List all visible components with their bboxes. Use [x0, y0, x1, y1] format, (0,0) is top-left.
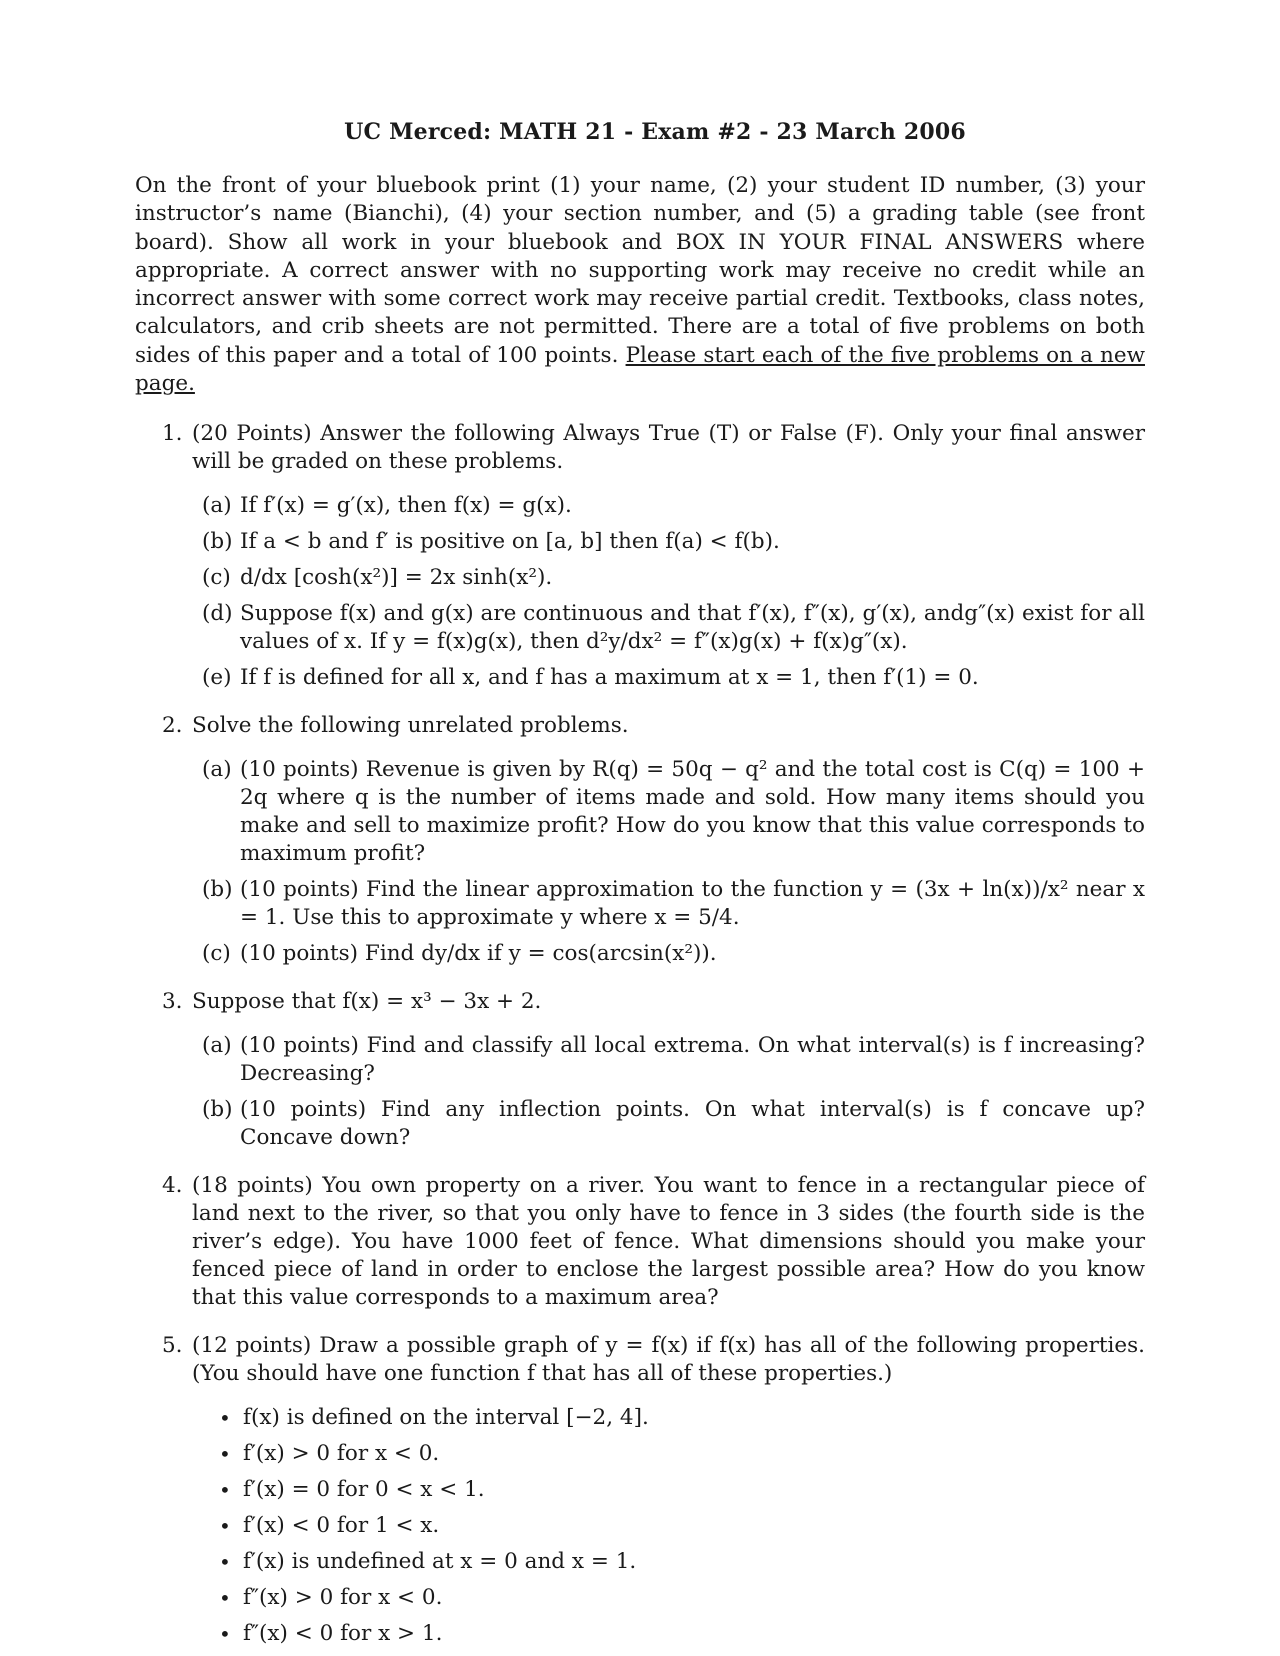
property-list [135, 1404, 1145, 1648]
property-item: • f′(x) is undefined at x = 0 and x = 1. [219, 1548, 1145, 1576]
part-text: (10 points) Find any inflection points. On what interval(s) is f concave up? Concave down? [240, 1097, 1145, 1151]
problem-part [135, 876, 1145, 932]
problem-part [135, 940, 1145, 968]
problem-part [135, 600, 1145, 656]
problem-2-parts [135, 756, 1145, 968]
part-text: If f′(x) = g′(x), then f(x) = g(x). [240, 493, 572, 519]
part-text: If f is defined for all x, and f has a maximum at x = 1, then f′(1) = 0. [240, 665, 979, 691]
property-item: • f′(x) = 0 for 0 < x < 1. [219, 1476, 1145, 1504]
part-text: d/dx [cosh(x²)] = 2x sinh(x²). [240, 565, 553, 591]
problem-text: (12 points) Draw a possible graph of y = f(x) if f(x) has all of the following properties. (You should have one function f that has all of these properties.) [192, 1333, 1145, 1387]
part-label: (e) [202, 665, 232, 691]
problem-number: 2. [162, 713, 183, 739]
problem-number: 1. [162, 421, 183, 447]
instructions [135, 172, 1145, 398]
problem-text: (18 points) You own property on a river. You want to fence in a rectangular piece of land next to the river, so that you only have to fence in 3 sides (the fourth side is the river’s edge). You have 1000 feet of fence. What dimensions should you make your fenced piece of land in order to enclose the largest possible area? How do you know that this value corresponds to a maximum area? [192, 1173, 1145, 1311]
part-text: (10 points) Revenue is given by R(q) = 50q − q² and the total cost is C(q) = 100 + 2q where q is the number of items made and sold. How many items should you make and sell to maximize profit? How do you know that this value corresponds to maximum profit? [240, 757, 1145, 867]
part-text: (10 points) Find and classify all local extrema. On what interval(s) is f increasing? Decreasing? [240, 1033, 1145, 1087]
problem-part [135, 528, 1145, 556]
problem-text: Solve the following unrelated problems. [192, 713, 629, 739]
exam-page [135, 118, 1145, 1656]
problem-text: (20 Points) Answer the following Always True (T) or False (F). Only your final answer will be graded on these problems. [192, 421, 1145, 475]
problem-2 [135, 712, 1145, 740]
problem-3 [135, 988, 1145, 1016]
instructions-underlined: Please start each of the five problems on a new page. [135, 342, 1145, 397]
property-item: • f″(x) > 0 for x < 0. [219, 1584, 1145, 1612]
problem-part [135, 664, 1145, 692]
part-label: (a) [202, 1033, 232, 1059]
problem-part [135, 1032, 1145, 1088]
property-item: • f′(x) > 0 for x < 0. [219, 1440, 1145, 1468]
instructions-body: On the front of your bluebook print (1) your name, (2) your student ID number, (3) your instructor’s name (Bianchi), (4) your section number, and (5) a grading table (see front board). Show all work in your bluebook and BOX IN YOUR FINAL ANSWERS where appropriate. A correct answer with no supporting work may receive no credit while an incorrect answer with some correct work may receive partial credit. Textbooks, class notes, calculators, and crib sheets are not permitted. There are a total of five problems on both sides of this paper and a total of 100 points. [135, 173, 1145, 368]
problem-5 [135, 1332, 1145, 1388]
problem-part [135, 1096, 1145, 1152]
problem-1 [135, 420, 1145, 476]
problem-number: 3. [162, 989, 183, 1015]
part-label: (b) [202, 529, 233, 555]
part-label: (c) [202, 941, 231, 967]
part-text: (10 points) Find the linear approximation to the function y = (3x + ln(x))/x² near x = 1. Use this to approximate y where x = 5/4. [240, 877, 1145, 931]
part-text: Suppose f(x) and g(x) are continuous and that f′(x), f″(x), g′(x), andg″(x) exist for all values of x. If y = f(x)g(x), then d²y/dx² = f″(x)g(x) + f(x)g″(x). [240, 601, 1145, 655]
problem-3-parts [135, 1032, 1145, 1152]
part-label: (d) [202, 601, 233, 627]
part-label: (a) [202, 757, 232, 783]
property-item: • f′(x) < 0 for 1 < x. [219, 1512, 1145, 1540]
part-label: (c) [202, 565, 231, 591]
property-item: • f(x) is defined on the interval [−2, 4]. [219, 1404, 1145, 1432]
property-item: • f″(x) < 0 for x > 1. [219, 1620, 1145, 1648]
exam-title: UC Merced: MATH 21 - Exam #2 - 23 March 2006 [344, 119, 966, 145]
problem-part [135, 756, 1145, 868]
part-label: (a) [202, 493, 232, 519]
problem-number: 5. [162, 1333, 183, 1359]
part-label: (b) [202, 877, 233, 903]
problem-number: 4. [162, 1173, 183, 1199]
problem-part [135, 492, 1145, 520]
part-text: (10 points) Find dy/dx if y = cos(arcsin(x²)). [240, 941, 717, 967]
part-text: If a < b and f′ is positive on [a, b] then f(a) < f(b). [240, 529, 780, 555]
problem-4 [135, 1172, 1145, 1312]
part-label: (b) [202, 1097, 233, 1123]
problem-text: Suppose that f(x) = x³ − 3x + 2. [192, 989, 542, 1015]
problem-1-parts [135, 492, 1145, 692]
problem-part [135, 564, 1145, 592]
